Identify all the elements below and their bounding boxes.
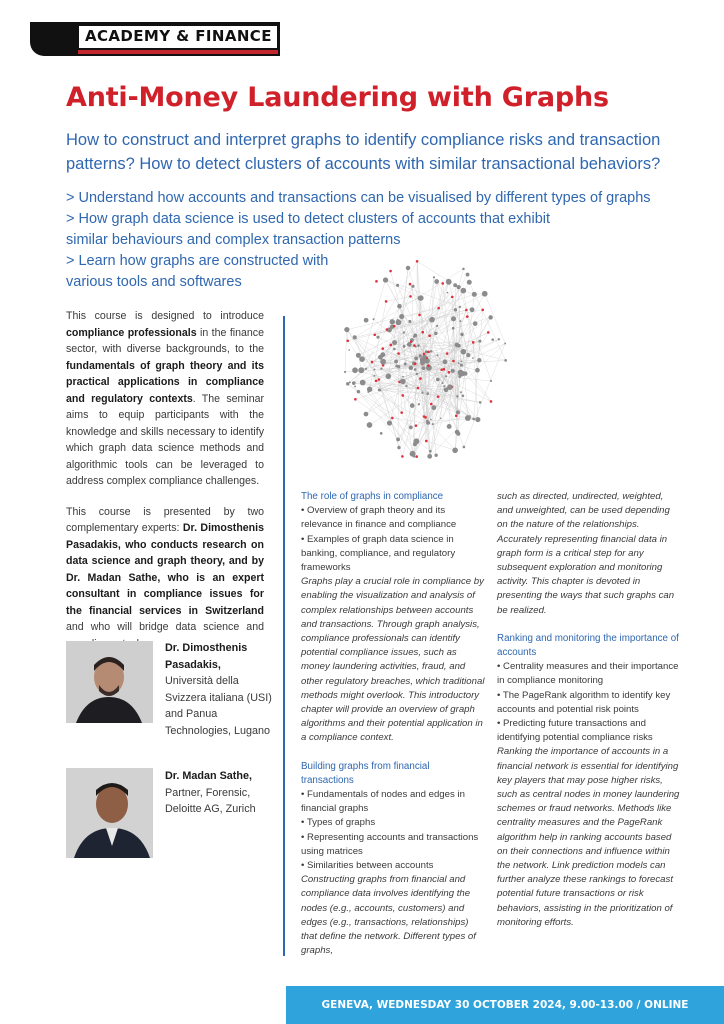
section-bullet: • Representing accounts and transactions using matrices (301, 831, 479, 857)
section-heading: Ranking and monitoring the importance of accounts (497, 632, 679, 659)
grey-node (367, 422, 373, 428)
grey-node (413, 455, 415, 457)
person-icon (66, 768, 153, 858)
red-node (385, 300, 388, 303)
grey-node (470, 307, 475, 312)
grey-node (390, 319, 395, 324)
speaker-name: Dr. Madan Sathe, (165, 770, 252, 782)
grey-node (482, 291, 488, 297)
grey-node (352, 367, 358, 373)
red-node (417, 387, 420, 390)
grey-node (410, 403, 415, 408)
section-text: Ranking the importance of accounts in a financial network is essential for identifying key players that may pose higher risks, such as central nodes in money laundering schemes or fraud networks. Methods like centrality measures and the PageRank algorithm help in ranking accounts based on their connections and influence within the network. Link prediction models can further analyze these rankings to forecast potential future transactions or risk behaviors, assisting in the prioritization of monitoring efforts. (497, 746, 680, 928)
grey-node (414, 368, 417, 371)
grey-node (490, 380, 492, 382)
grey-node (488, 315, 492, 319)
grey-node (346, 382, 349, 385)
grey-node (452, 327, 455, 330)
speaker-name: Dr. Dimosthenis Pasadakis, (165, 642, 248, 671)
objective-item: > Understand how accounts and transactions can be visualised by different types of graphs (66, 190, 651, 206)
grey-node (397, 365, 400, 368)
grey-node (400, 380, 402, 382)
grey-node (452, 447, 458, 453)
grey-node (376, 336, 379, 339)
grey-node (373, 368, 375, 370)
grey-node (460, 364, 463, 367)
grey-node (467, 280, 472, 285)
grey-node (466, 353, 470, 357)
grey-node (460, 320, 462, 322)
program-column-1 (301, 490, 485, 959)
grey-node (461, 288, 467, 294)
red-node (472, 341, 475, 344)
grey-node (462, 268, 465, 271)
grey-node (455, 430, 460, 435)
grey-node (446, 279, 452, 285)
grey-node (461, 360, 463, 362)
red-node (409, 295, 412, 298)
grey-node (409, 366, 413, 370)
grey-node (405, 385, 407, 387)
grey-node (406, 266, 410, 270)
grey-node (472, 357, 474, 359)
section-bullet: • The PageRank algorithm to identify key accounts and potential risk points (497, 689, 671, 715)
grey-node (419, 354, 422, 357)
brand-label: ACADEMY & FINANCE (78, 25, 278, 49)
red-node (346, 339, 349, 342)
section-bullet: • Fundamentals of nodes and edges in financial graphs (301, 789, 465, 815)
grey-node (413, 336, 415, 338)
speaker-affiliation: Partner, Forensic, Deloitte AG, Zurich (165, 786, 256, 815)
grey-node (427, 454, 432, 459)
grey-node (348, 349, 350, 351)
grey-node (460, 333, 463, 336)
grey-node (462, 394, 465, 397)
grey-node (349, 381, 351, 383)
column-divider (283, 316, 285, 956)
grey-node (475, 368, 480, 373)
grey-node (437, 354, 439, 356)
grey-node (380, 359, 386, 365)
grey-node (394, 360, 398, 364)
red-node (421, 331, 424, 334)
grey-node (429, 450, 432, 453)
red-node (465, 309, 468, 312)
grey-node (504, 359, 507, 362)
grey-node (472, 292, 477, 297)
grey-node (399, 314, 404, 319)
grey-node (416, 373, 418, 375)
grey-node (387, 420, 392, 425)
grey-node (491, 338, 494, 341)
grey-node (408, 320, 411, 323)
objective-item: > Learn how graphs are constructed with (66, 253, 329, 269)
section-text: Graphs play a crucial role in compliance by enabling the visualization and analysis of complex relationships between accounts and transactions. Through graph analysis, compliance professionals can identify potential compliance issues, such as money laundering activities, fraud, and other regulatory breaches, which traditional methods might overlook. This introductory chapter will provide an overview of graph algorithms and their potential application in a compliance context. (301, 576, 485, 744)
grey-node (430, 419, 432, 421)
grey-node (352, 381, 356, 385)
grey-node (434, 279, 439, 284)
red-node (389, 270, 392, 273)
red-node (371, 361, 374, 364)
grey-node (478, 340, 481, 343)
objective-item: > How graph data science is used to detect clusters of accounts that exhibit (66, 211, 551, 227)
grey-node (498, 338, 500, 340)
section-heading: The role of graphs in compliance (301, 491, 444, 502)
grey-node (443, 360, 448, 365)
section-text: Constructing graphs from financial and compliance data involves identifying the nodes (e.g., accounts, customers) and edges (e.g., transactions, relationships) that define the network. Different types of graphs, (301, 874, 476, 957)
speaker-photo-pasadakis (66, 641, 153, 723)
grey-node (472, 418, 475, 421)
grey-node (431, 405, 436, 410)
red-node (397, 352, 400, 355)
section-bullet: • Predicting future transactions and identifying potential compliance risks (497, 718, 653, 744)
grey-node (442, 382, 444, 384)
speaker-photo-sathe (66, 768, 153, 858)
red-node (414, 362, 417, 365)
page-subtitle: How to construct and interpret graphs to identify compliance risks and transaction patterns? How to detect clusters of accounts with similar transactional behaviors? (66, 131, 661, 173)
grey-node (383, 279, 385, 281)
red-node (451, 296, 454, 299)
grey-node (455, 343, 460, 348)
red-node (400, 411, 403, 414)
grey-node (367, 391, 369, 393)
red-node (437, 395, 440, 398)
grey-node (386, 374, 392, 380)
grey-node (459, 306, 461, 308)
red-node (390, 344, 393, 347)
red-node (487, 331, 490, 334)
grey-node (364, 318, 369, 323)
red-node (424, 416, 427, 419)
event-info: GENEVA, WEDNESDAY 30 OCTOBER 2024, 9.00-13.00 / ONLINE (321, 999, 689, 1011)
red-node (415, 424, 418, 427)
red-node (427, 351, 430, 354)
grey-node (356, 353, 361, 358)
red-node (427, 364, 430, 367)
grey-node (393, 348, 396, 351)
grey-node (358, 367, 364, 373)
red-node (354, 398, 357, 401)
grey-node (359, 356, 365, 362)
red-node (391, 417, 394, 420)
grey-node (461, 349, 467, 355)
grey-node (396, 284, 399, 287)
grey-node (417, 344, 420, 347)
grey-node (402, 376, 404, 378)
red-node (455, 414, 458, 417)
red-node (413, 344, 416, 347)
grey-node (396, 437, 400, 441)
grey-node (409, 425, 413, 429)
speaker-info-sathe (165, 768, 275, 818)
grey-node (454, 308, 457, 311)
section-bullet: • Examples of graph data science in banking, compliance, and regulatory frameworks (301, 533, 456, 574)
grey-node (458, 362, 460, 364)
grey-node (430, 350, 433, 353)
red-node (443, 368, 446, 371)
grey-node (367, 387, 372, 392)
grey-node (453, 283, 457, 287)
grey-node (440, 418, 442, 420)
red-node (393, 325, 396, 328)
section-heading: Building graphs from financial transactions (301, 760, 430, 786)
objective-item: similar behaviours and complex transaction patterns (66, 232, 401, 248)
grey-node (403, 331, 405, 333)
grey-node (353, 335, 357, 339)
red-node (375, 380, 378, 383)
objective-item: various tools and softwares (66, 274, 242, 290)
intro-text (66, 308, 264, 666)
grey-node (397, 446, 400, 449)
grey-node (373, 318, 375, 320)
person-icon (66, 641, 153, 723)
intro-paragraph-2: This course is presented by two complementary experts: Dr. Dimosthenis Pasadakis, who conducts research on data science and graph theory, and by Dr. Madan Sathe, who is an expert consultant in compliance issues for the financial services in Switzerland and who will bridge data science and (66, 505, 264, 633)
program-column-2 (497, 490, 681, 930)
grey-node (443, 385, 445, 387)
section-bullet: • Centrality measures and their importance in compliance monitoring (497, 661, 679, 687)
grey-node (365, 368, 367, 370)
grey-node (434, 454, 437, 457)
grey-node (380, 432, 383, 435)
grey-node (426, 421, 430, 425)
grey-node (475, 417, 480, 422)
red-node (410, 340, 413, 343)
grey-node (418, 403, 420, 405)
red-node (428, 334, 431, 337)
grey-node (477, 358, 481, 362)
red-node (448, 371, 451, 374)
red-node (481, 309, 484, 312)
grey-node (344, 371, 346, 373)
grey-node (447, 292, 449, 294)
red-node (386, 328, 389, 331)
red-node (378, 378, 381, 381)
grey-node (444, 387, 449, 392)
grey-node (397, 319, 399, 321)
speaker-affiliation: Università della Svizzera italiana (USI) and Panua Technologies, Lugano (165, 675, 272, 737)
red-node (466, 315, 469, 318)
grey-node (429, 317, 435, 323)
grey-node (411, 285, 414, 288)
grey-node (380, 368, 382, 370)
red-node (490, 400, 493, 403)
red-node (415, 455, 418, 458)
grey-node (436, 378, 440, 382)
red-node (416, 260, 419, 263)
grey-node (354, 385, 356, 387)
grey-node (360, 380, 366, 386)
page-title: Anti-Money Laundering with Graphs (66, 82, 609, 113)
grey-node (404, 362, 407, 365)
grey-node (432, 423, 434, 425)
grey-node (421, 392, 423, 394)
grey-node (463, 446, 466, 449)
red-node (437, 307, 440, 310)
grey-node (414, 357, 418, 361)
brand-underline (78, 50, 278, 54)
grey-node (357, 390, 361, 394)
red-node (425, 440, 428, 443)
grey-node (447, 424, 452, 429)
network-graph-illustration (340, 248, 510, 468)
red-node (446, 352, 449, 355)
intro-paragraph-1: This course is designed to introduce compliance professionals in the finance sector, with diverse backgrounds, to the fundamentals of graph theory and its practical applications in compliance and regulatory contexts. The seminar aims to equip participants with the knowledge and skills necessary to identify which graph data science methods and algorithmic tools can be leveraged to address complex compliance challenges. (66, 310, 265, 487)
red-node (430, 403, 433, 406)
section-text: such as directed, undirected, weighted, and unweighted, can be used depending on the nature of the relationships. Accurately representing financial data in graph form is a critical step for any subsequent exploration and monitoring activity. This chapter is devoted in presenting the ways that such graphs can be realized. (497, 491, 675, 616)
grey-node (479, 401, 482, 404)
red-node (409, 283, 412, 286)
grey-node (426, 392, 429, 395)
grey-node (458, 370, 464, 376)
grey-node (420, 357, 425, 362)
red-node (441, 282, 444, 285)
red-node (452, 360, 455, 363)
red-node (375, 280, 378, 283)
footer-bar (286, 986, 724, 1024)
grey-node (451, 369, 455, 373)
grey-node (465, 415, 471, 421)
red-node (418, 314, 421, 317)
grey-node (364, 412, 369, 417)
grey-node (379, 389, 381, 391)
grey-node (451, 316, 456, 321)
grey-node (422, 366, 426, 370)
grey-node (392, 340, 397, 345)
grey-node (433, 276, 435, 278)
grey-node (418, 295, 423, 300)
grey-node (457, 285, 461, 289)
grey-node (380, 352, 385, 357)
grey-node (436, 325, 438, 327)
grey-node (466, 273, 470, 277)
section-bullet: • Similarities between accounts (301, 860, 434, 872)
grey-node (504, 343, 506, 345)
red-node (381, 347, 384, 350)
grey-node (460, 391, 462, 393)
section-bullet: • Overview of graph theory and its relevance in finance and compliance (301, 505, 457, 531)
grey-node (473, 321, 478, 326)
red-node (373, 333, 376, 336)
speaker-info-pasadakis (165, 640, 275, 739)
grey-node (344, 327, 349, 332)
grey-node (403, 345, 406, 348)
grey-node (456, 395, 458, 397)
grey-node (373, 375, 375, 377)
grey-node (456, 410, 460, 414)
grey-node (434, 332, 437, 335)
grey-node (397, 304, 402, 309)
red-node (401, 455, 404, 458)
grey-node (445, 375, 447, 377)
red-node (419, 377, 422, 380)
grey-node (413, 442, 417, 446)
section-bullet: • Types of graphs (301, 817, 376, 829)
red-node (401, 394, 404, 397)
red-node (440, 368, 443, 371)
